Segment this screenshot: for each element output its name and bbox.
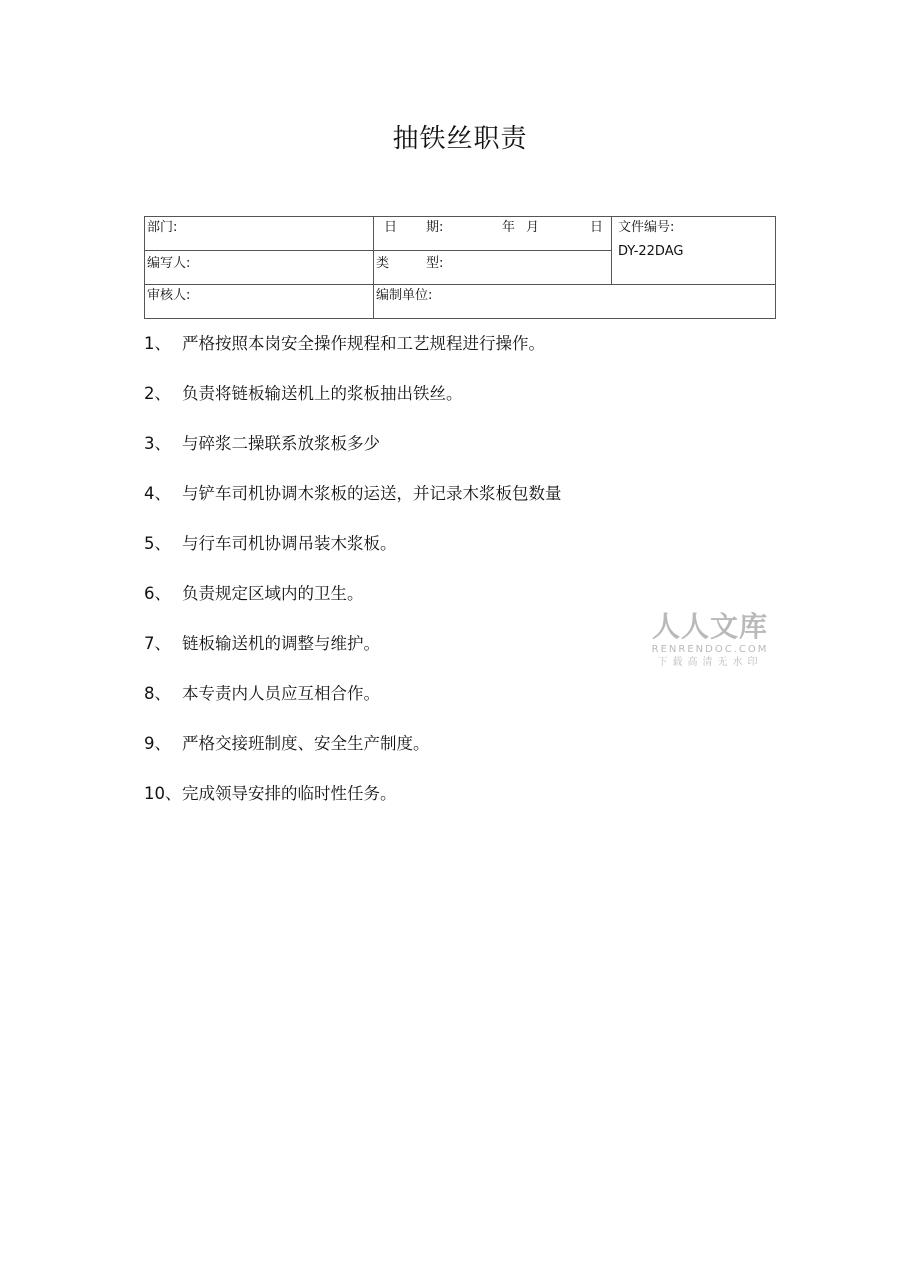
list-item [144,680,784,730]
list-item [144,730,784,780]
type-label: 类 [376,256,390,271]
item-text: 链板输送机的调整与维护。 [182,634,380,653]
unit-cell [374,285,775,318]
writer-label: 编写人: [147,256,191,271]
department-label: 部门: [147,220,178,235]
item-text: 完成领导安排的临时性任务。 [182,784,397,803]
unit-label: 编制单位: [376,288,433,303]
item-text: 与碎浆二操联系放浆板多少 [182,434,380,453]
date-cell [374,217,611,250]
item-text: 负责规定区域内的卫生。 [182,584,364,603]
year-label: 年 [502,220,516,235]
item-number: 3、 [144,434,171,453]
item-number: 10、 [144,784,182,803]
header-info-table [144,216,776,319]
reviewer-cell [145,285,373,318]
list-item [144,780,784,830]
department-cell [145,217,373,250]
month-label: 月 [526,220,540,235]
document-title: 抽铁丝职责 [392,124,528,154]
file-number-label: 文件编号: [618,220,675,235]
list-item [144,480,784,530]
item-number: 8、 [144,684,171,703]
file-number-cell [612,217,775,284]
list-item [144,380,784,430]
item-number: 5、 [144,534,171,553]
item-number: 9、 [144,734,171,753]
item-text: 本专责内人员应互相合作。 [182,684,380,703]
item-text: 与铲车司机协调木浆板的运送，并记录木浆板包数量 [182,484,562,503]
list-item [144,530,784,580]
list-item [144,430,784,480]
watermark-main-text: 人人文库 [651,610,768,643]
list-item [144,330,784,380]
date-label-2: 期: [426,220,444,235]
item-number: 2、 [144,384,171,403]
type-label-2: 型: [426,256,444,271]
item-text: 负责将链板输送机上的浆板抽出铁丝。 [182,384,463,403]
item-text: 严格按照本岗安全操作规程和工艺规程进行操作。 [182,334,545,353]
item-number: 6、 [144,584,171,603]
duties-list [144,330,784,830]
item-number: 4、 [144,484,171,503]
watermark-site-text: RENRENDOC.COM [651,644,769,655]
day-label: 日 [590,220,604,235]
item-number: 1、 [144,334,171,353]
reviewer-label: 审核人: [147,288,191,303]
item-text: 严格交接班制度、安全生产制度。 [182,734,430,753]
item-text: 与行车司机协调吊装木浆板。 [182,534,397,553]
type-cell [374,251,611,284]
item-number: 7、 [144,634,171,653]
watermark-sub-text: 下载高清无水印 [657,657,763,668]
date-label: 日 [384,220,398,235]
watermark-logo [640,610,780,670]
writer-cell [145,251,373,284]
file-number-value: DY-22DAG [618,244,684,259]
